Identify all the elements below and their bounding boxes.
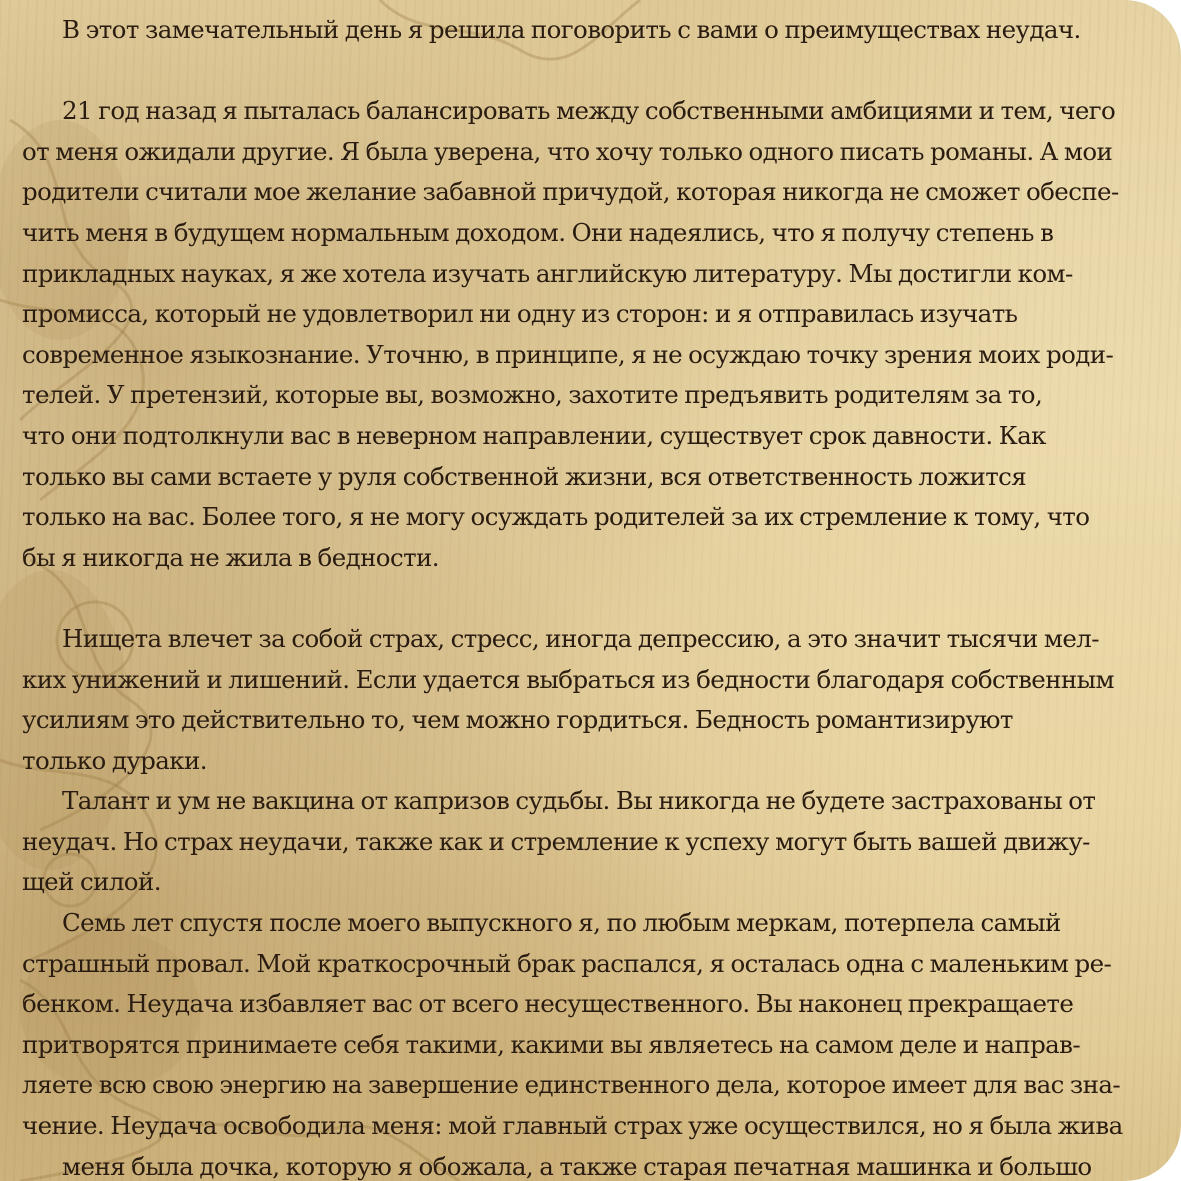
text-line: от меня ожидали другие. Я была уверена, что хочу только одного писать романы. А мои <box>22 136 1113 166</box>
text-line: бы я никогда не жила в бедности. <box>22 542 439 572</box>
text-line: только дураки. <box>22 745 207 775</box>
text-line: прикладных науках, я же хотела изучать английскую литературу. Мы достигли ком- <box>22 258 1073 288</box>
text-line: щей силой. <box>22 867 161 897</box>
text-line: современное языкознание. Уточню, в принципе, я не осуждаю точку зрения моих роди- <box>22 339 1114 369</box>
text-line: родители считали мое желание забавной причудой, которая никогда не сможет обеспе- <box>22 177 1119 207</box>
article-text <box>22 10 1181 1181</box>
text-line: Талант и ум не вакцина от капризов судьбы. Вы никогда не будете застрахованы от <box>62 786 1096 816</box>
text-line: ляете всю свою энергию на завершение единственного дела, которое имеет для вас зна- <box>22 1070 1121 1100</box>
text-line: ких унижений и лишений. Если удается выбраться из бедности благодаря собственным <box>22 664 1115 694</box>
text-line: промисса, который не удовлетворил ни одну из сторон: и я отправилась изучать <box>22 299 1018 329</box>
text-line: Семь лет спустя после моего выпускного я, по любым меркам, потерпела самый <box>62 908 1061 938</box>
text-line: что они подтолкнули вас в неверном направлении, существует срок давности. Как <box>22 420 1046 450</box>
text-line: бенком. Неудача избавляет вас от всего несущественного. Вы наконец прекращаете <box>22 989 1074 1019</box>
text-line: меня была дочка, которую я обожала, а также старая печатная машинка и большо <box>62 1151 1092 1181</box>
text-line: только вы сами встаете у руля собственной жизни, вся ответственность ложится <box>22 461 1027 491</box>
text-line: телей. У претензий, которые вы, возможно, захотите предъявить родителям за то, <box>22 380 1043 410</box>
text-line: страшный провал. Мой краткосрочный брак распался, я осталась одна с маленьким ре- <box>22 948 1112 978</box>
text-line: 21 год назад я пыталась балансировать между собственными амбициями и тем, чего <box>62 96 1116 126</box>
text-line: только на вас. Более того, я не могу осуждать родителей за их стремление к тому, что <box>22 502 1090 532</box>
text-line: чение. Неудача освободила меня: мой главный страх уже осуществился, но я была жива <box>22 1111 1123 1141</box>
text-line: Нищета влечет за собой страх, стресс, иногда депрессию, а это значит тысячи мел- <box>62 623 1099 653</box>
text-line: притворятся принимаете себя такими, какими вы являетесь на самом деле и направ- <box>22 1029 1081 1059</box>
text-line: неудач. Но страх неудачи, также как и стремление к успеху могут быть вашей движу- <box>22 826 1090 856</box>
text-line: В этот замечательный день я решила поговорить с вами о преимуществах неудач. <box>62 15 1081 44</box>
paragraph-spacer <box>22 578 1181 619</box>
text-line: чить меня в будущем нормальным доходом. Они надеялись, что я получу степень в <box>22 217 1054 247</box>
text-line: усилиям это действительно то, чем можно гордиться. Бедность романтизируют <box>22 705 1013 735</box>
paragraph-spacer <box>22 51 1181 92</box>
